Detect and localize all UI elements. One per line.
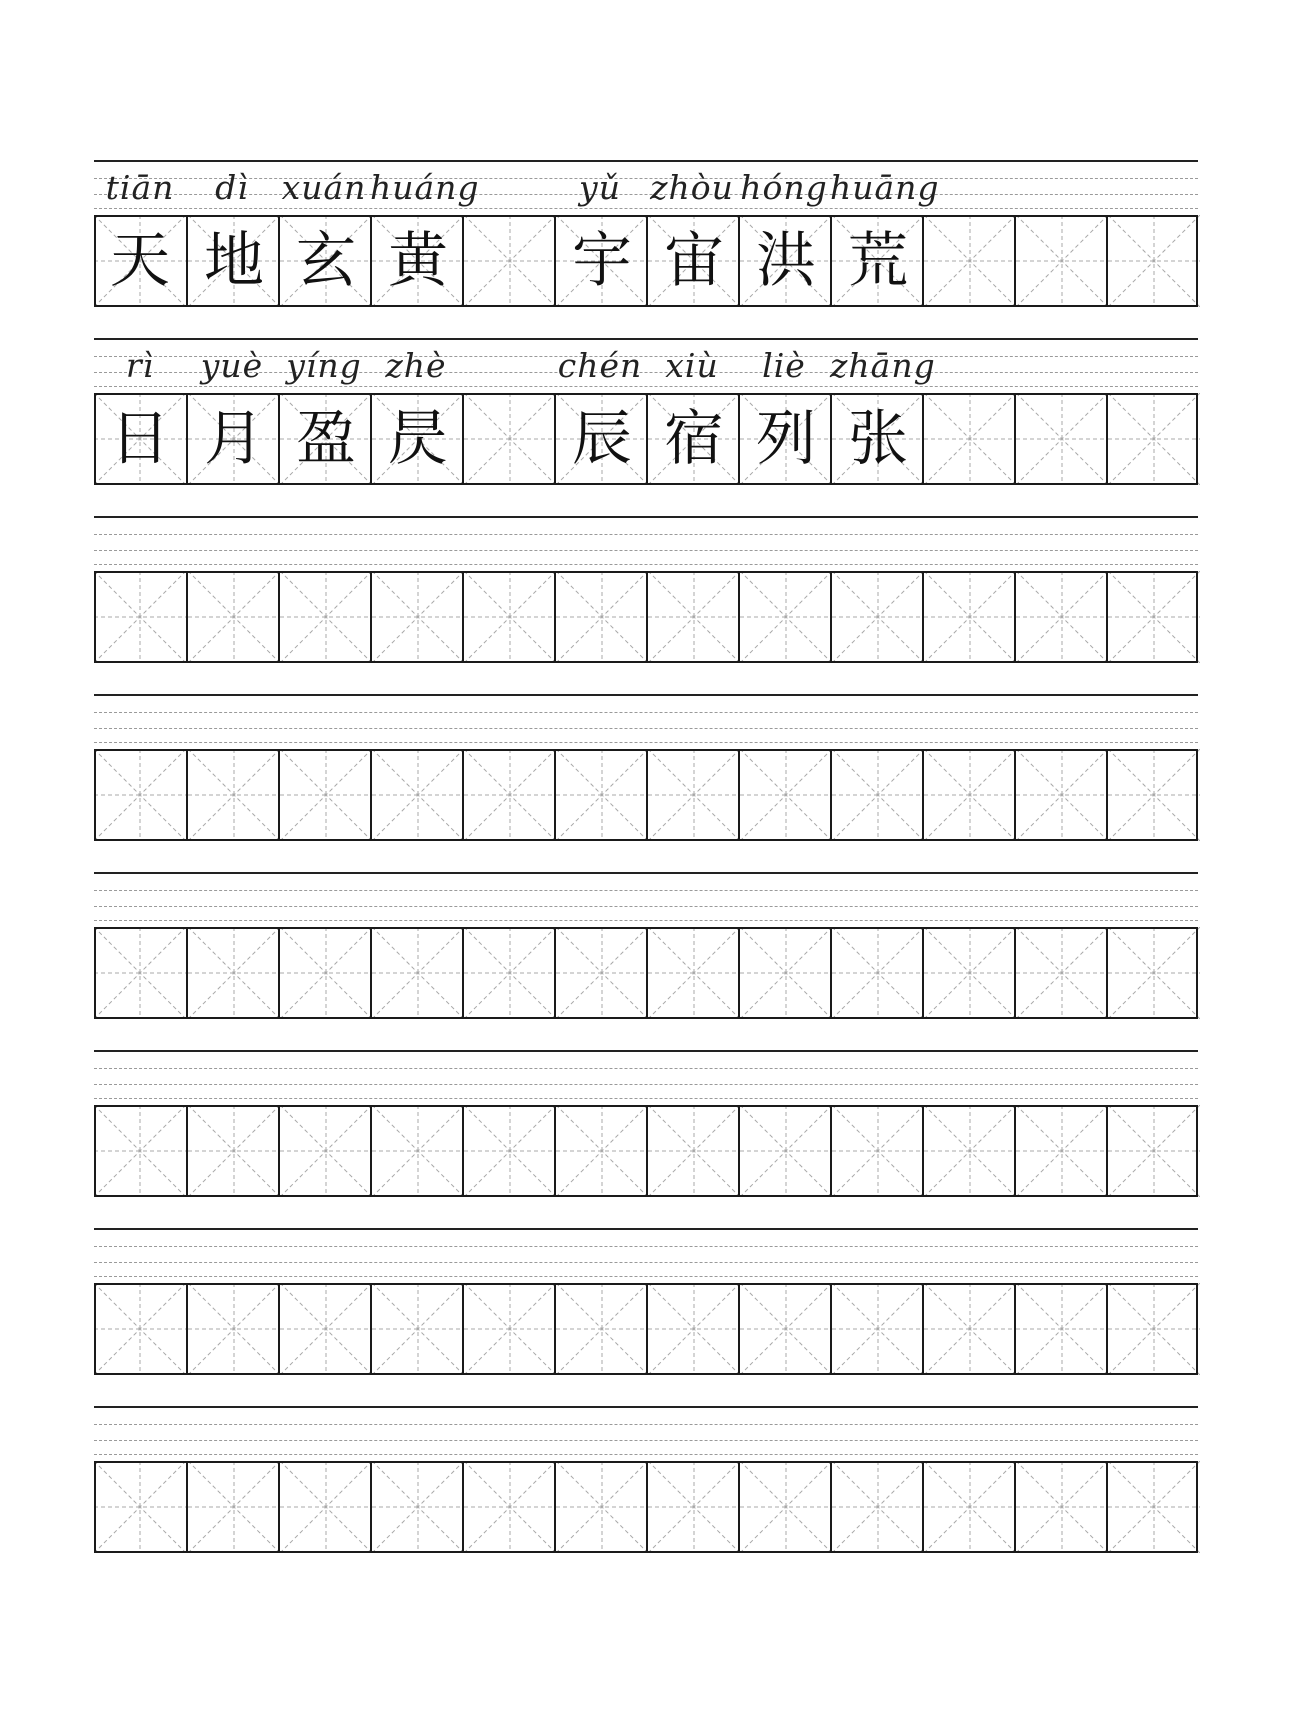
writing-cell [554, 1283, 646, 1375]
hanzi-char [924, 749, 1016, 841]
hanzi-char [94, 571, 186, 663]
writing-cell [1014, 571, 1106, 663]
writing-cell [1106, 393, 1198, 485]
hanzi-char [832, 1105, 924, 1197]
pinyin-label: zhè [385, 346, 447, 385]
writing-cell [646, 215, 738, 307]
writing-cell [186, 1283, 278, 1375]
writing-cell [94, 571, 186, 663]
practice-row [94, 694, 1198, 841]
writing-cell [186, 393, 278, 485]
pinyin-rule [94, 728, 1198, 729]
hanzi-char [1016, 927, 1108, 1019]
hanzi-char [280, 571, 372, 663]
writing-cell [462, 1461, 554, 1553]
writing-cell [738, 749, 830, 841]
hanzi-char [1108, 393, 1200, 485]
pinyin-rule [94, 564, 1198, 565]
writing-cell [1014, 1105, 1106, 1197]
writing-cell [738, 1105, 830, 1197]
character-grid [94, 927, 1198, 1019]
writing-cell [1106, 1461, 1198, 1553]
writing-cell [462, 393, 554, 485]
hanzi-char [832, 571, 924, 663]
practice-row [94, 516, 1198, 663]
writing-cell [278, 1105, 370, 1197]
writing-cell [1106, 749, 1198, 841]
writing-cell [1106, 215, 1198, 307]
hanzi-char [94, 1105, 186, 1197]
pinyin-rule [94, 1406, 1198, 1408]
hanzi-char [924, 215, 1016, 307]
practice-sheet [94, 0, 1198, 1717]
writing-cell [1014, 1283, 1106, 1375]
character-grid [94, 1105, 1198, 1197]
hanzi-char [280, 1283, 372, 1375]
pinyin-label: zhāng [830, 346, 936, 385]
writing-cell [830, 927, 922, 1019]
hanzi-char [1016, 1283, 1108, 1375]
hanzi-char [94, 1461, 186, 1553]
writing-cell [738, 927, 830, 1019]
hanzi-char [648, 927, 740, 1019]
pinyin-label: xiù [665, 346, 719, 385]
hanzi-char [1016, 1461, 1108, 1553]
writing-cell [94, 1461, 186, 1553]
writing-cell [462, 1283, 554, 1375]
hanzi-char: 盈 [296, 404, 356, 474]
pinyin-label: hóng [740, 168, 828, 207]
hanzi-char [832, 1283, 924, 1375]
hanzi-char: 日 [110, 404, 170, 474]
pinyin-label: yuè [200, 346, 264, 385]
hanzi-char [832, 927, 924, 1019]
writing-cell [370, 1105, 462, 1197]
pinyin-band [94, 694, 1198, 754]
hanzi-char [188, 749, 280, 841]
hanzi-char [464, 1105, 556, 1197]
writing-cell [94, 215, 186, 307]
pinyin-rule [94, 712, 1198, 713]
writing-cell [830, 393, 922, 485]
writing-cell [1014, 215, 1106, 307]
writing-cell [738, 571, 830, 663]
hanzi-char [832, 1461, 924, 1553]
hanzi-char [556, 749, 648, 841]
practice-row [94, 160, 1198, 307]
hanzi-char [280, 1105, 372, 1197]
pinyin-label: yǔ [579, 168, 621, 207]
hanzi-char: 月 [204, 404, 264, 474]
hanzi-char [1108, 1283, 1200, 1375]
pinyin-rule [94, 920, 1198, 921]
writing-cell [462, 215, 554, 307]
pinyin-rule [94, 534, 1198, 535]
writing-cell [1014, 749, 1106, 841]
hanzi-char: 辰 [572, 404, 632, 474]
writing-cell [646, 927, 738, 1019]
pinyin-rule [94, 1084, 1198, 1085]
writing-cell [278, 393, 370, 485]
writing-cell [1106, 1105, 1198, 1197]
writing-cell [370, 749, 462, 841]
pinyin-label: huāng [830, 168, 940, 207]
pinyin-band [94, 160, 1198, 220]
writing-cell [462, 571, 554, 663]
character-grid [94, 393, 1198, 485]
hanzi-char [556, 927, 648, 1019]
hanzi-char [740, 1461, 832, 1553]
writing-cell [94, 1105, 186, 1197]
hanzi-char [188, 1283, 280, 1375]
writing-cell [922, 571, 1014, 663]
hanzi-char [924, 571, 1016, 663]
writing-cell [830, 1105, 922, 1197]
pinyin-rule [94, 694, 1198, 696]
writing-cell [830, 1283, 922, 1375]
character-grid [94, 571, 1198, 663]
hanzi-char [924, 1105, 1016, 1197]
writing-cell [922, 393, 1014, 485]
hanzi-char: 洪 [756, 226, 816, 296]
writing-cell [646, 1461, 738, 1553]
hanzi-char [464, 215, 556, 307]
writing-cell [554, 1461, 646, 1553]
writing-cell [830, 215, 922, 307]
hanzi-char [372, 1283, 464, 1375]
hanzi-char [1108, 1105, 1200, 1197]
hanzi-char [924, 393, 1016, 485]
hanzi-char [188, 571, 280, 663]
pinyin-band [94, 1050, 1198, 1110]
hanzi-char: 黄 [388, 226, 448, 296]
hanzi-char [372, 571, 464, 663]
pinyin-rule [94, 1068, 1198, 1069]
hanzi-char [188, 1461, 280, 1553]
pinyin-rule [94, 1454, 1198, 1455]
practice-row [94, 872, 1198, 1019]
pinyin-label: rì [125, 346, 155, 385]
hanzi-char [832, 749, 924, 841]
writing-cell [370, 571, 462, 663]
hanzi-char: 昃 [388, 404, 448, 474]
writing-cell [1014, 927, 1106, 1019]
hanzi-char: 地 [204, 226, 264, 296]
writing-cell [278, 571, 370, 663]
hanzi-char: 宇 [572, 226, 632, 296]
writing-cell [554, 571, 646, 663]
practice-row [94, 1406, 1198, 1553]
hanzi-char [556, 571, 648, 663]
hanzi-char [1016, 749, 1108, 841]
hanzi-char [94, 927, 186, 1019]
writing-cell [922, 749, 1014, 841]
hanzi-char [1016, 393, 1108, 485]
writing-cell [830, 571, 922, 663]
hanzi-char [556, 1283, 648, 1375]
pinyin-rule [94, 1276, 1198, 1277]
hanzi-char [372, 1461, 464, 1553]
writing-cell [738, 1283, 830, 1375]
hanzi-char [648, 571, 740, 663]
writing-cell [1106, 927, 1198, 1019]
hanzi-char [372, 1105, 464, 1197]
writing-cell [186, 571, 278, 663]
pinyin-rule [94, 1246, 1198, 1247]
pinyin-band [94, 516, 1198, 576]
writing-cell [646, 749, 738, 841]
hanzi-char [464, 1461, 556, 1553]
writing-cell [738, 1461, 830, 1553]
writing-cell [370, 927, 462, 1019]
writing-cell [370, 1283, 462, 1375]
writing-cell [94, 1283, 186, 1375]
writing-cell [186, 927, 278, 1019]
hanzi-char [464, 393, 556, 485]
hanzi-char [94, 1283, 186, 1375]
pinyin-label: chén [557, 346, 643, 385]
hanzi-char: 玄 [296, 226, 356, 296]
hanzi-char: 张 [848, 404, 908, 474]
writing-cell [1014, 1461, 1106, 1553]
pinyin-label: xuán [281, 168, 367, 207]
hanzi-char [1108, 749, 1200, 841]
writing-cell [646, 1283, 738, 1375]
writing-cell [922, 1283, 1014, 1375]
writing-cell [554, 749, 646, 841]
writing-cell [554, 927, 646, 1019]
pinyin-rule [94, 1440, 1198, 1441]
writing-cell [278, 1461, 370, 1553]
pinyin-rule [94, 1098, 1198, 1099]
pinyin-rule [94, 160, 1198, 162]
hanzi-char [924, 1283, 1016, 1375]
writing-cell [94, 749, 186, 841]
writing-cell [1106, 571, 1198, 663]
character-grid [94, 215, 1198, 307]
hanzi-char [280, 1461, 372, 1553]
hanzi-char: 宙 [664, 226, 724, 296]
hanzi-char [280, 927, 372, 1019]
writing-cell [646, 393, 738, 485]
pinyin-band [94, 1406, 1198, 1466]
hanzi-char [740, 571, 832, 663]
hanzi-char [372, 927, 464, 1019]
hanzi-char [188, 927, 280, 1019]
character-grid [94, 1461, 1198, 1553]
pinyin-rule [94, 1424, 1198, 1425]
hanzi-char [464, 927, 556, 1019]
hanzi-char [648, 1105, 740, 1197]
pinyin-label: yíng [286, 346, 362, 385]
hanzi-char [1016, 215, 1108, 307]
writing-cell [554, 1105, 646, 1197]
hanzi-char [648, 1283, 740, 1375]
hanzi-char [924, 927, 1016, 1019]
pinyin-rule [94, 872, 1198, 874]
writing-cell [554, 393, 646, 485]
hanzi-char [924, 1461, 1016, 1553]
hanzi-char [648, 749, 740, 841]
hanzi-char [740, 1105, 832, 1197]
pinyin-rule [94, 386, 1198, 387]
hanzi-char [1016, 571, 1108, 663]
writing-cell [922, 927, 1014, 1019]
hanzi-char [1016, 1105, 1108, 1197]
hanzi-char [740, 1283, 832, 1375]
pinyin-band [94, 872, 1198, 932]
writing-cell [186, 215, 278, 307]
hanzi-char [372, 749, 464, 841]
writing-cell [1106, 1283, 1198, 1375]
hanzi-char [556, 1461, 648, 1553]
pinyin-label: dì [215, 168, 249, 207]
pinyin-label: zhòu [650, 168, 734, 207]
writing-cell [278, 215, 370, 307]
hanzi-char: 荒 [848, 226, 908, 296]
writing-cell [94, 393, 186, 485]
writing-cell [370, 1461, 462, 1553]
hanzi-char: 宿 [664, 404, 724, 474]
writing-cell [830, 1461, 922, 1553]
writing-cell [738, 393, 830, 485]
writing-cell [370, 393, 462, 485]
writing-cell [1014, 393, 1106, 485]
pinyin-rule [94, 338, 1198, 340]
writing-cell [278, 749, 370, 841]
pinyin-rule [94, 208, 1198, 209]
hanzi-char [556, 1105, 648, 1197]
hanzi-char [648, 1461, 740, 1553]
practice-row [94, 1050, 1198, 1197]
writing-cell [94, 927, 186, 1019]
writing-cell [922, 1105, 1014, 1197]
character-grid [94, 1283, 1198, 1375]
writing-cell [186, 1461, 278, 1553]
writing-cell [462, 1105, 554, 1197]
pinyin-rule [94, 550, 1198, 551]
pinyin-rule [94, 516, 1198, 518]
writing-cell [278, 927, 370, 1019]
pinyin-band [94, 338, 1198, 398]
pinyin-band [94, 1228, 1198, 1288]
pinyin-rule [94, 1262, 1198, 1263]
hanzi-char [464, 571, 556, 663]
hanzi-char [94, 749, 186, 841]
hanzi-char [1108, 1461, 1200, 1553]
hanzi-char [464, 1283, 556, 1375]
hanzi-char [1108, 215, 1200, 307]
pinyin-label: liè [762, 346, 806, 385]
pinyin-rule [94, 890, 1198, 891]
hanzi-char [740, 749, 832, 841]
pinyin-rule [94, 742, 1198, 743]
hanzi-char [740, 927, 832, 1019]
writing-cell [462, 749, 554, 841]
writing-cell [462, 927, 554, 1019]
pinyin-rule [94, 1228, 1198, 1230]
writing-cell [922, 1461, 1014, 1553]
pinyin-rule [94, 906, 1198, 907]
pinyin-rule [94, 1050, 1198, 1052]
writing-cell [554, 215, 646, 307]
writing-cell [830, 749, 922, 841]
character-grid [94, 749, 1198, 841]
pinyin-label: tiān [105, 168, 175, 207]
pinyin-label: huáng [370, 168, 480, 207]
hanzi-char [1108, 927, 1200, 1019]
writing-cell [922, 215, 1014, 307]
hanzi-char: 列 [756, 404, 816, 474]
writing-cell [646, 1105, 738, 1197]
writing-cell [186, 1105, 278, 1197]
practice-row [94, 1228, 1198, 1375]
writing-cell [186, 749, 278, 841]
hanzi-char [1108, 571, 1200, 663]
practice-row [94, 338, 1198, 485]
writing-cell [646, 571, 738, 663]
hanzi-char [188, 1105, 280, 1197]
writing-cell [738, 215, 830, 307]
hanzi-char [280, 749, 372, 841]
writing-cell [370, 215, 462, 307]
writing-cell [278, 1283, 370, 1375]
hanzi-char [464, 749, 556, 841]
hanzi-char: 天 [110, 226, 170, 296]
